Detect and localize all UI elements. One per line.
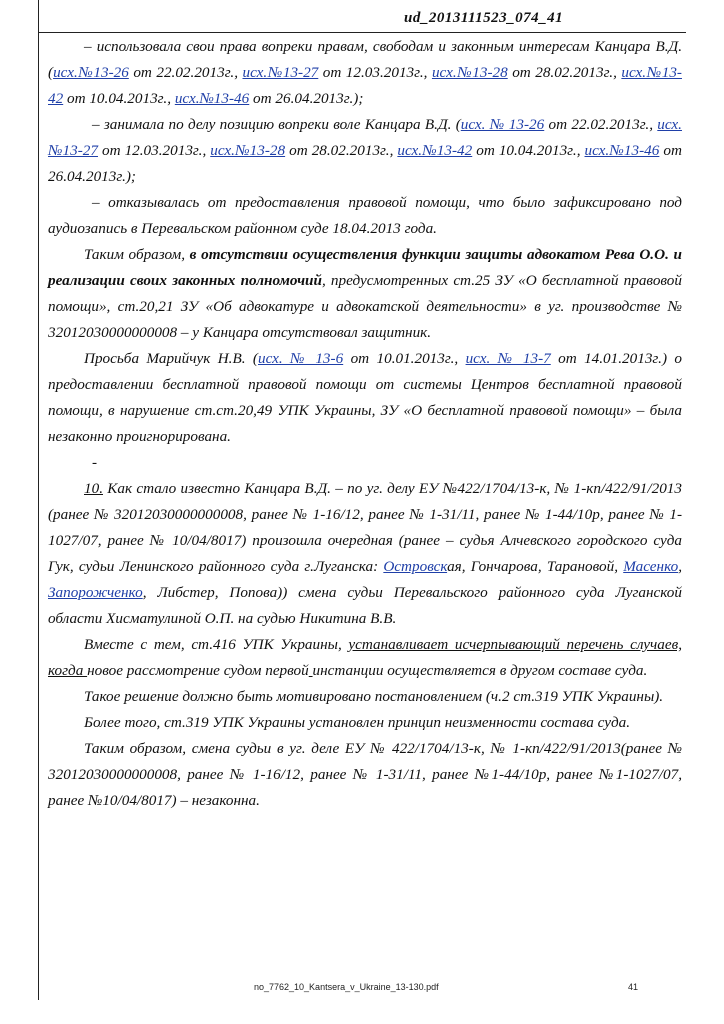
link-ref[interactable]: исх.№13-27 <box>48 116 682 159</box>
paragraph-rights: – использовала свои права вопреки правам, свободам и законным интересам Канцара В.Д. (исх.№13-26 от 22.02.2013г., исх.№13-27 от 12.03.2013г., исх.№13-28 от 28.02.2013г., исх.№13-42 от 10.04.2013г., исх.№13-46 от 26.04.2013г.); <box>48 38 682 107</box>
link-judge[interactable]: Запорожченко <box>48 584 143 601</box>
link-ref[interactable]: исх.№13-28 <box>210 142 286 159</box>
link-ref[interactable]: исх. № 13-6 <box>258 350 344 367</box>
bold-statement: в отсутствии осуществления функции защиты адвокатом Рева О.О. и реализации своих законных полномочий <box>48 246 682 289</box>
link-ref[interactable]: исх.№13-46 <box>584 142 660 159</box>
link-ref[interactable]: исх.№13-42 <box>397 142 473 159</box>
paragraph-decision: Такое решение должно быть мотивировано постановлением (ч.2 ст.319 УПК Украины). <box>84 688 664 705</box>
item-number: 10. <box>84 480 103 497</box>
paragraph-position: – занимала по делу позицию вопреки воле Канцара В.Д. (исх. № 13-26 от 22.02.2013г., исх.№13-27 от 12.03.2013г., исх.№13-28 от 28.02.2013г., исх.№13-42 от 10.04.2013г., исх.№13-46 от 26.04.2013г.); <box>48 116 682 185</box>
paragraph-article-319: Более того, ст.319 УПК Украины установлен принцип неизменности состава суда. <box>84 714 631 731</box>
link-ref[interactable]: исх.№13-28 <box>431 64 508 81</box>
link-ref[interactable]: исх.№13-42 <box>48 64 682 107</box>
link-ref[interactable]: исх. № 13-26 <box>460 116 545 133</box>
paragraph-refusal: – отказывалась от предоставления правовой помощи, что было зафиксировано под аудиозапись в Перевальском районном суде 18.04.2013 года. <box>48 194 682 237</box>
list-marker: - <box>92 454 98 471</box>
link-ref[interactable]: исх.№13-26 <box>53 64 129 81</box>
paragraph-10: 10. Как стало известно Канцара В.Д. – по уг. делу ЕУ №422/1704/13-к, № 1-кп/422/91/2013 (ранее № 32012030000000008, ранее № 1-16/12, ранее № 1-31/11, ранее № 1-44/10р, ранее № 1-1027/07, ранее № 10/04/8017) произошла очередная (ранее – судья Алчевского городского суда Гук, судьи Ленинского районного суда г.Луганска: Островская, Гончарова, Тарановой, Масенко, Запорожченко, Либстер, Попова)) смена судьи Перевальского районного суда Луганской области Хисматулиной О.П. на судью Никитина В.В. <box>48 480 682 627</box>
underlined-text: устанавливает исчерпывающий перечень случаев, когда <box>48 636 682 679</box>
page-header: ud_2013111523_074_41 <box>404 10 564 26</box>
footer-filename: no_7762_10_Kantsera_v_Ukraine_13-130.pdf <box>254 982 439 992</box>
header-rule <box>38 32 686 33</box>
link-judge[interactable]: Масенко <box>623 558 679 575</box>
link-ref[interactable]: исх.№13-46 <box>174 90 250 107</box>
link-ref[interactable]: исх.№13-27 <box>242 64 319 81</box>
document-body <box>48 34 682 814</box>
paragraph-request: Просьба Марийчук Н.В. (исх. № 13-6 от 10.01.2013г., исх. № 13-7 от 14.01.2013г.) о предоставлении бесплатной правовой помощи от системы Центров бесплатной правовой помощи, в нарушение ст.ст.20,49 УПК Украины, ЗУ «О бесплатной правовой помощи» – была незаконно проигнорирована. <box>48 350 682 445</box>
paragraph-final: Таким образом, смена судьи в уг. деле ЕУ № 422/1704/13-к, № 1-кп/422/91/2013(ранее № 32012030000000008, ранее № 1-16/12, ранее № 1-31/11, ранее №1-44/10р, ранее №1-1027/07, ранее №10/04/8017) – незаконна. <box>48 740 682 809</box>
link-judge[interactable]: Островск <box>383 558 448 575</box>
paragraph-article-416: Вместе с тем, ст.416 УПК Украины, устанавливает исчерпывающий перечень случаев, когда новое рассмотрение судом первой инстанции осуществляется в другом составе суда. <box>48 636 682 679</box>
left-margin-line <box>38 0 39 1000</box>
link-ref[interactable]: исх. № 13-7 <box>465 350 551 367</box>
paragraph-conclusion: Таким образом, в отсутствии осуществления функции защиты адвокатом Рева О.О. и реализации своих законных полномочий, предусмотренных ст.25 ЗУ «О бесплатной правовой помощи», ст.20,21 ЗУ «Об адвокатуре и адвокатской деятельности» в уг. производстве № 32012030000000008 – у Канцара отсутствовал защитник. <box>48 246 682 341</box>
page-number: 41 <box>628 982 639 992</box>
